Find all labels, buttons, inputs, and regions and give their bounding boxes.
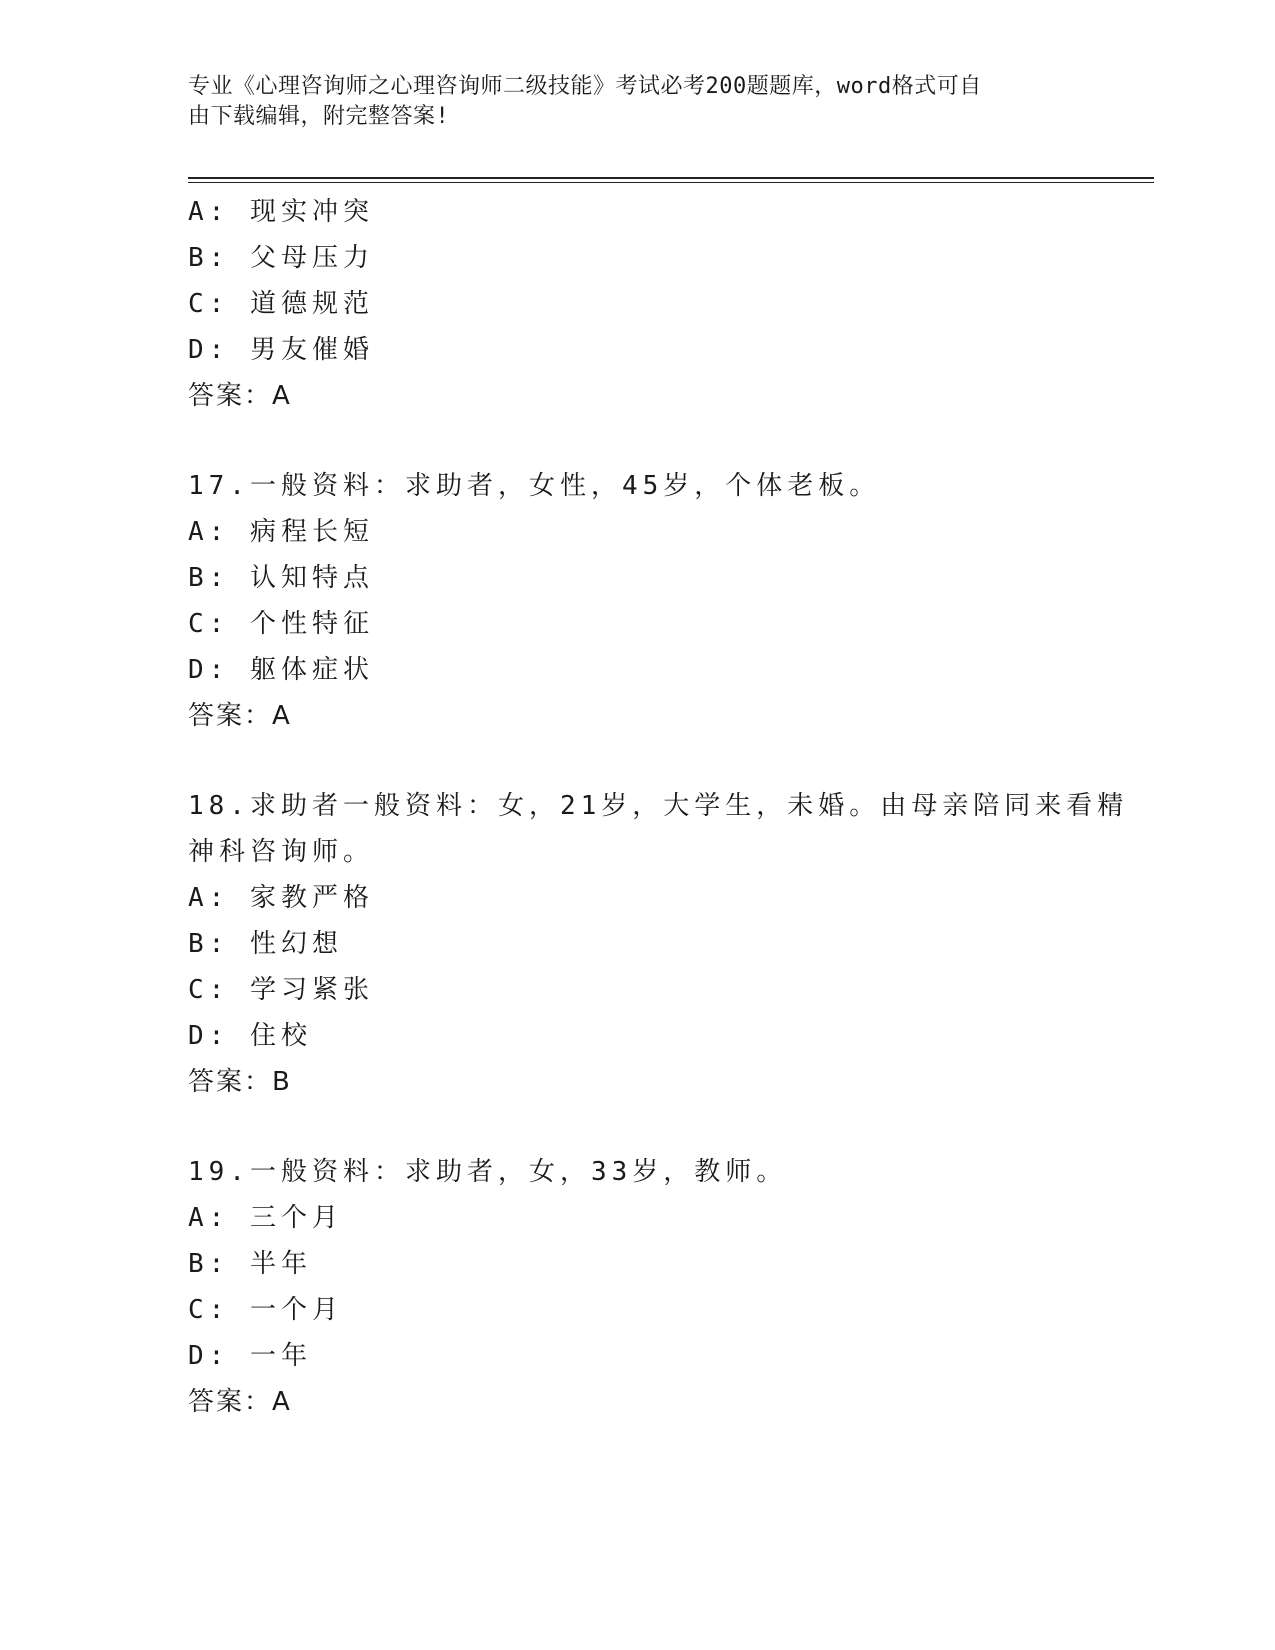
answer-line: 答案：A: [188, 701, 292, 731]
option-c: C: 道德规范: [188, 289, 374, 319]
option-b: B: 认知特点: [188, 563, 374, 593]
answer-line: 答案：A: [188, 381, 292, 411]
question-text: 17.一般资料：求助者，女性，45岁，个体老板。: [188, 471, 881, 501]
option-b: B: 性幻想: [188, 929, 343, 959]
document-header: [188, 72, 1088, 132]
option-d: D: 住校: [188, 1021, 312, 1051]
option-c: C: 学习紧张: [188, 975, 374, 1005]
question-text: 18.求助者一般资料：女，21岁，大学生，未婚。由母亲陪同来看精神科咨询师。: [188, 791, 1129, 867]
question-text: 19.一般资料：求助者，女，33岁，教师。: [188, 1157, 788, 1187]
header-line-2: 由下载编辑，附完整答案!: [188, 104, 450, 129]
spacer: [188, 419, 1148, 463]
question-block: [188, 189, 1148, 419]
question-block: [188, 1149, 1148, 1425]
option-a: A: 家教严格: [188, 883, 374, 913]
option-d: D: 一年: [188, 1341, 312, 1371]
option-c: C: 一个月: [188, 1295, 343, 1325]
option-d: D: 男友催婚: [188, 335, 374, 365]
spacer: [188, 739, 1148, 783]
answer-line: 答案：B: [188, 1067, 292, 1097]
spacer: [188, 1105, 1148, 1149]
question-block: [188, 783, 1148, 1105]
option-a: A: 现实冲突: [188, 197, 374, 227]
option-b: B: 父母压力: [188, 243, 374, 273]
question-list: [188, 189, 1148, 1425]
header-divider-bottom: [188, 182, 1154, 183]
header-divider-top: [188, 177, 1154, 179]
option-a: A: 三个月: [188, 1203, 343, 1233]
question-block: [188, 463, 1148, 739]
option-b: B: 半年: [188, 1249, 312, 1279]
option-c: C: 个性特征: [188, 609, 374, 639]
answer-line: 答案：A: [188, 1387, 292, 1417]
option-a: A: 病程长短: [188, 517, 374, 547]
option-d: D: 躯体症状: [188, 655, 374, 685]
header-line-1: 专业《心理咨询师之心理咨询师二级技能》考试必考200题题库，word格式可自: [188, 74, 982, 99]
